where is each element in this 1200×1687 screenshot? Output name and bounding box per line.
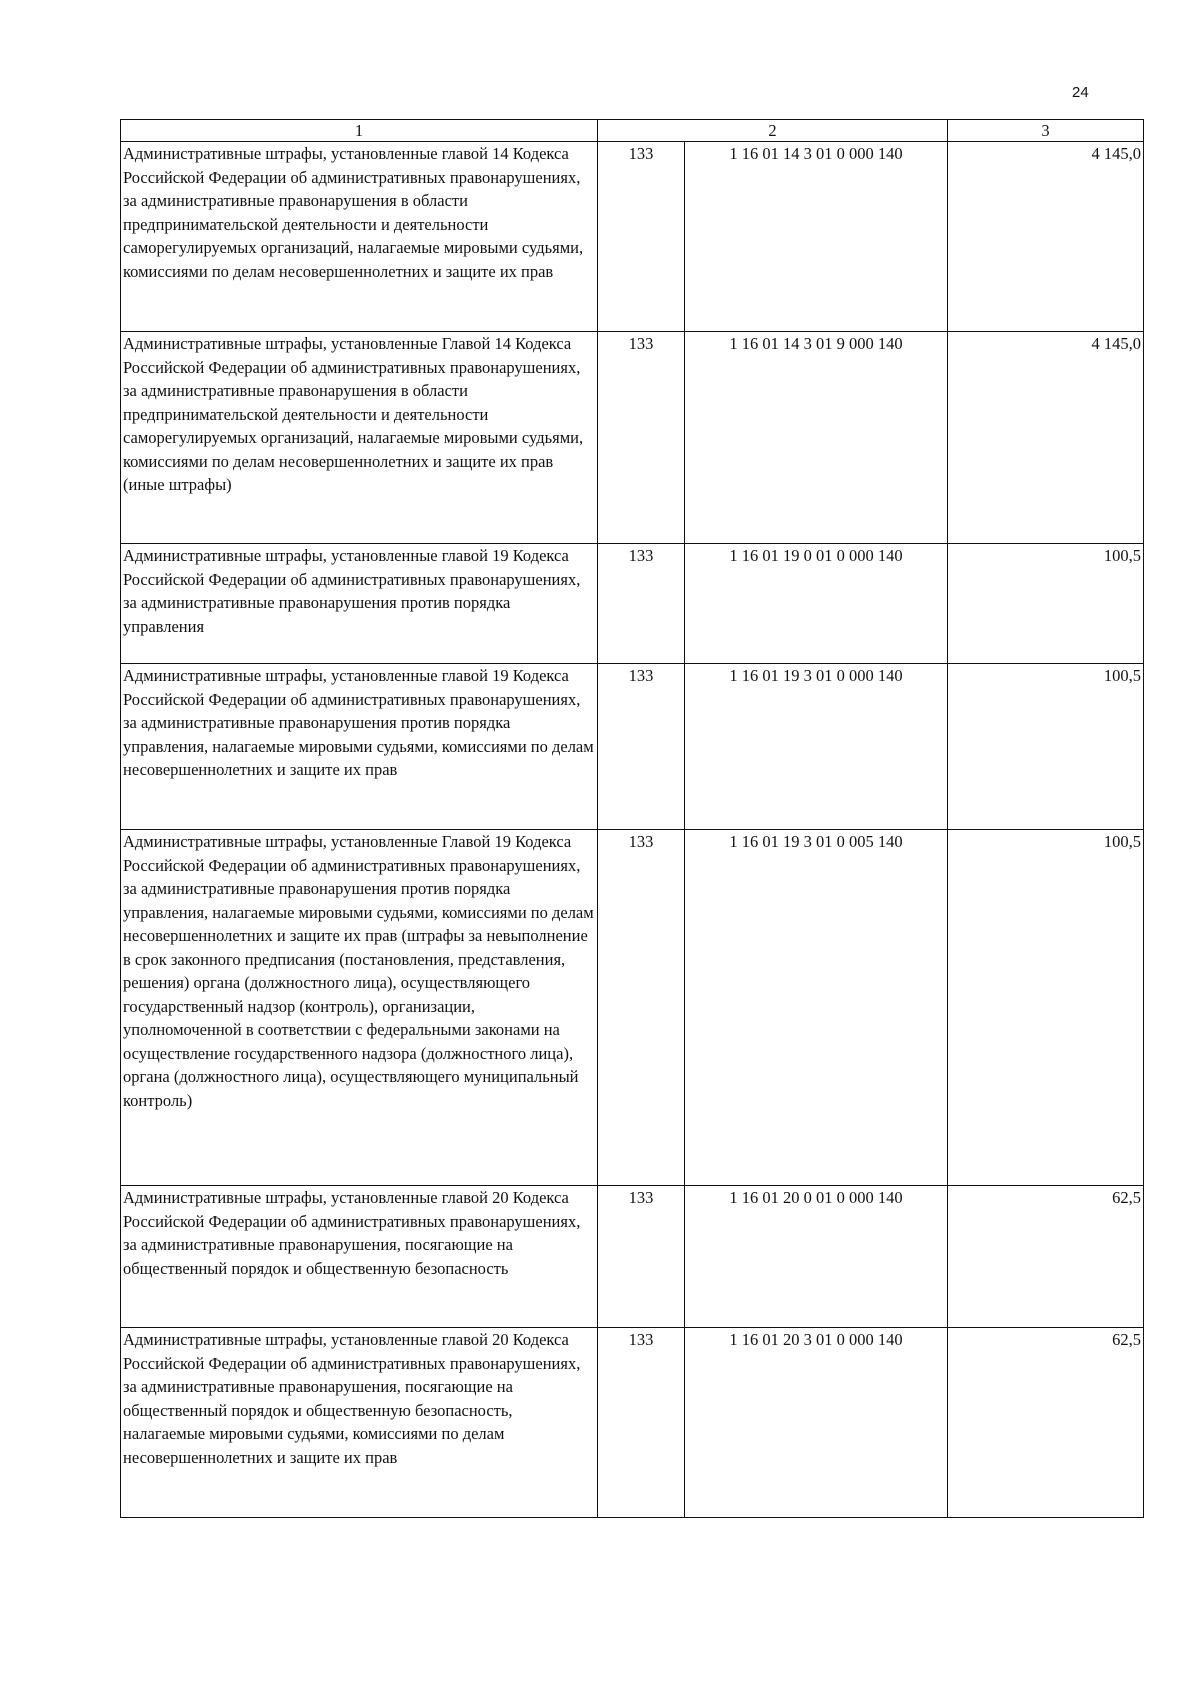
row-admin-code: 133: [598, 332, 685, 544]
table-row: [121, 142, 1144, 332]
table-row: [121, 544, 1144, 664]
page-number: 24: [1072, 84, 1089, 101]
row-kbk-code: 1 16 01 14 3 01 0 000 140: [685, 142, 948, 332]
table-row: [121, 1328, 1144, 1518]
row-kbk-code: 1 16 01 19 3 01 0 005 140: [685, 830, 948, 1186]
row-kbk-code: 1 16 01 19 3 01 0 000 140: [685, 664, 948, 830]
row-kbk-code: 1 16 01 20 0 01 0 000 140: [685, 1186, 948, 1328]
row-amount: 100,5: [948, 664, 1144, 830]
row-admin-code: 133: [598, 830, 685, 1186]
row-description: Административные штрафы, установленные главой 20 Кодекса Российской Федерации об административных правонарушениях, за административные правонарушения, посягающие на общественный порядок и общественную безопасность, налагаемые мировыми судьями, комиссиями по делам несовершеннолетних и защите их прав: [121, 1328, 598, 1518]
table-row: [121, 332, 1144, 544]
row-amount: 100,5: [948, 830, 1144, 1186]
row-admin-code: 133: [598, 544, 685, 664]
row-description: Административные штрафы, установленные главой 20 Кодекса Российской Федерации об административных правонарушениях, за административные правонарушения, посягающие на общественный порядок и общественную безопасность: [121, 1186, 598, 1328]
row-description: Административные штрафы, установленные главой 19 Кодекса Российской Федерации об административных правонарушениях, за административные правонарушения против порядка управления, налагаемые мировыми судьями, комиссиями по делам несовершеннолетних и защите их прав: [121, 664, 598, 830]
header-col-3: 3: [948, 120, 1144, 142]
row-admin-code: 133: [598, 1328, 685, 1518]
table-row: [121, 830, 1144, 1186]
table-row: [121, 664, 1144, 830]
row-kbk-code: 1 16 01 14 3 01 9 000 140: [685, 332, 948, 544]
row-description: Административные штрафы, установленные главой 14 Кодекса Российской Федерации об административных правонарушениях, за административные правонарушения в области предпринимательской деятельности и деятельности саморегулируемых организаций, налагаемые мировыми судьями, комиссиями по делам несовершеннолетних и защите их прав: [121, 142, 598, 332]
row-amount: 62,5: [948, 1186, 1144, 1328]
header-col-2: 2: [598, 120, 948, 142]
row-amount: 4 145,0: [948, 332, 1144, 544]
row-description: Административные штрафы, установленные Главой 14 Кодекса Российской Федерации об административных правонарушениях, за административные правонарушения в области предпринимательской деятельности и деятельности саморегулируемых организаций, налагаемые мировыми судьями, комиссиями по делам несовершеннолетних и защите их прав (иные штрафы): [121, 332, 598, 544]
row-amount: 100,5: [948, 544, 1144, 664]
row-admin-code: 133: [598, 142, 685, 332]
row-description: Административные штрафы, установленные главой 19 Кодекса Российской Федерации об административных правонарушениях, за административные правонарушения против порядка управления: [121, 544, 598, 664]
row-kbk-code: 1 16 01 19 0 01 0 000 140: [685, 544, 948, 664]
row-description: Административные штрафы, установленные Главой 19 Кодекса Российской Федерации об административных правонарушениях, за административные правонарушения против порядка управления, налагаемые мировыми судьями, комиссиями по делам несовершеннолетних и защите их прав (штрафы за невыполнение в срок законного предписания (постановления, представления, решения) органа (должностного лица), осуществляющего государственный надзор (контроль), организации, уполномоченной в соответствии с федеральными законами на осуществление государственного надзора (должностного лица), органа (должностного лица), осуществляющего муниципальный контроль): [121, 830, 598, 1186]
revenue-table: [120, 119, 1144, 1518]
row-admin-code: 133: [598, 664, 685, 830]
row-admin-code: 133: [598, 1186, 685, 1328]
row-amount: 4 145,0: [948, 142, 1144, 332]
table-header-row: [121, 120, 1144, 142]
table-row: [121, 1186, 1144, 1328]
header-col-1: 1: [121, 120, 598, 142]
row-amount: 62,5: [948, 1328, 1144, 1518]
row-kbk-code: 1 16 01 20 3 01 0 000 140: [685, 1328, 948, 1518]
